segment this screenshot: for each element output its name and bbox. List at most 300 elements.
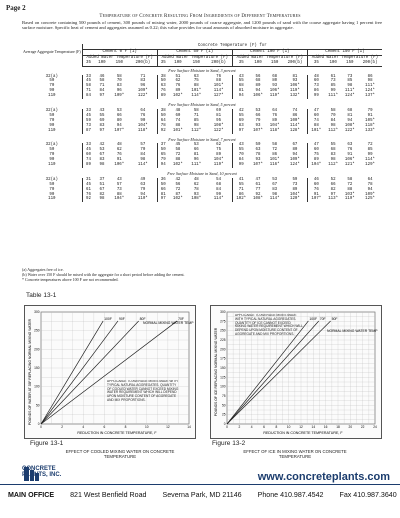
water-temp-header: 200(b) xyxy=(283,61,307,66)
concrete-temp-cell: 94 xyxy=(347,118,353,123)
concrete-temp-cell: 116* xyxy=(269,163,280,168)
concrete-temp-cell: 104* xyxy=(114,197,125,202)
concrete-temp-cell: 56 xyxy=(175,182,181,187)
y-tick-label: 0 xyxy=(223,422,226,426)
concrete-temp-cell: 76 xyxy=(86,192,91,197)
table-notes xyxy=(22,268,382,283)
y-tick-label: 250 xyxy=(34,328,40,333)
concrete-temp-cell: 83 xyxy=(330,153,336,158)
y-tick-label: 250 xyxy=(220,328,226,333)
concrete-temp-cell: 53 xyxy=(193,143,199,148)
y-tick-label: 225 xyxy=(220,338,226,342)
y-tick-label: 125 xyxy=(220,375,226,380)
y-tick-label: 200 xyxy=(34,347,40,352)
concrete-temp-cell: 102* xyxy=(236,197,247,202)
concrete-temp-cell: 88 xyxy=(116,192,122,197)
concrete-temp-cell: 106* xyxy=(344,158,355,163)
concrete-temp-cell: 94 xyxy=(238,94,244,99)
aggregate-temp-cell: 50 xyxy=(22,183,82,188)
concrete-temp-cell: 110* xyxy=(129,197,157,202)
y-tick-label: 300 xyxy=(220,310,226,314)
concrete-temp-cell: 48 xyxy=(313,74,319,79)
added-water-header: Added Water Temperature (F) xyxy=(311,55,379,60)
concrete-temp-cell: 88 xyxy=(347,187,353,192)
curve-label: 80F xyxy=(139,316,146,321)
concrete-temp-cell: 93 xyxy=(272,84,278,89)
cement-temp-header: Cement 50 F (1) xyxy=(157,49,232,55)
aggregate-temp-cell: 90 xyxy=(22,89,82,94)
concrete-temp-cell: 114* xyxy=(205,89,232,94)
concrete-temp-cell: 62 xyxy=(175,79,181,84)
concrete-temp-cell: 85 xyxy=(367,148,373,153)
concrete-temp-cell: 47 xyxy=(313,108,319,113)
x-tick-label: 0 xyxy=(40,425,42,429)
concrete-temp-cell: 87 xyxy=(86,128,91,133)
concrete-temp-cell: 98 xyxy=(99,163,105,168)
concrete-temp-cell: 71 xyxy=(129,75,157,80)
concrete-temp-cell: 79 xyxy=(367,108,373,113)
concrete-temp-cell: 41 xyxy=(238,177,244,182)
concrete-temp-cell: 101* xyxy=(269,158,280,163)
added-water-header: Added Water Temperature (F) xyxy=(82,55,157,60)
section-title: Free Surface Moisture in Sand, 10 percent xyxy=(167,170,237,176)
concrete-temp-cell: 94 xyxy=(160,163,166,168)
concrete-temp-cell: 106* xyxy=(269,89,280,94)
concrete-temp-cell: 71 xyxy=(86,89,91,94)
concrete-temp-cell: 85 xyxy=(193,118,199,123)
concrete-temp-cell: 57 xyxy=(116,182,122,187)
concrete-temp-cell: 66 xyxy=(160,187,166,192)
concrete-temp-cell: 88 xyxy=(205,79,232,84)
concrete-temp-cell: 45 xyxy=(86,113,91,118)
concrete-temp-cell: 67 xyxy=(99,187,105,192)
y-tick-label: 100 xyxy=(34,384,40,389)
concrete-temp-cell: 31 xyxy=(86,177,91,182)
concrete-temp-cell: 47 xyxy=(313,143,319,148)
aggregate-temp-cell: 50 xyxy=(22,79,82,84)
concrete-temp-cell: 76 xyxy=(129,114,157,119)
concrete-temp-cell: 104* xyxy=(283,193,307,198)
concrete-temp-cell: 78 xyxy=(160,123,166,128)
note-b: (b) Water over 150 F should be mixed with the aggregate for a short period before adding the cement. xyxy=(22,271,185,277)
concrete-temp-cell: 89 xyxy=(175,89,181,94)
concrete-temp-cell: 73 xyxy=(330,79,336,84)
concrete-temp-cell: 83 xyxy=(99,158,105,163)
concrete-temp-cell: 73 xyxy=(347,74,353,79)
concrete-temp-cell: 72 xyxy=(175,153,181,158)
concrete-temp-cell: 114* xyxy=(191,94,202,99)
concrete-temp-cell: 108* xyxy=(191,197,202,202)
concrete-temp-cell: 91 xyxy=(313,192,319,197)
concrete-temp-cell: 66 xyxy=(255,113,261,118)
city: Severna Park, MD 21146 xyxy=(162,491,242,499)
aggregate-temp-cell: 110 xyxy=(22,94,82,99)
x-tick-label: 4 xyxy=(250,425,253,429)
concrete-temp-cell: 81 xyxy=(160,192,166,197)
concrete-temp-cell: 60 xyxy=(86,153,91,158)
concrete-temp-cell: 124* xyxy=(365,89,375,94)
concrete-temp-cell: 76 xyxy=(313,187,319,192)
concrete-temp-cell: 98 xyxy=(129,158,157,163)
curve-label: 100F xyxy=(104,316,112,321)
x-tick-label: 2 xyxy=(61,425,64,429)
concrete-temp-cell: 108* xyxy=(344,123,355,128)
y-tick-label: 200 xyxy=(220,347,226,352)
curve-label: 100F xyxy=(309,316,318,321)
concrete-temp-cell: 78 xyxy=(255,153,261,158)
concrete-temp-cell: 89 xyxy=(86,163,91,168)
concrete-temp-cell: 62 xyxy=(205,143,232,148)
x-tick-label: 4 xyxy=(82,425,85,429)
concrete-temp-cell: 107* xyxy=(253,128,263,133)
concrete-temp-cell: 37 xyxy=(160,143,166,148)
concrete-temp-cell: 114* xyxy=(269,197,280,202)
y-tick-label: 25 xyxy=(221,412,226,417)
concrete-temp-cell: 76 xyxy=(272,113,278,118)
concrete-temp-cell: 122* xyxy=(344,128,355,133)
aggregate-temp-cell: 70 xyxy=(22,119,82,124)
concrete-temp-cell: 105* xyxy=(365,118,375,123)
fig1-ylabel: POUNDS OF WATER AT 35F REPLACING NORMAL MIXING WATER xyxy=(28,318,32,426)
aggregate-temp-cell: 70 xyxy=(22,188,82,193)
concrete-temp-cell: 60 xyxy=(313,79,319,84)
concrete-temp-cell: 133* xyxy=(365,128,375,133)
concrete-temp-cell: 61 xyxy=(86,187,91,192)
water-temp-header: 150 xyxy=(187,61,205,66)
concrete-temp-cell: 119* xyxy=(269,94,280,99)
address: 821 West Benfield Road xyxy=(70,491,147,499)
x-tick-label: 10 xyxy=(144,425,149,429)
concrete-temp-cell: 65 xyxy=(160,153,166,158)
concrete-temp-cell: 81 xyxy=(283,75,307,80)
concrete-temp-cell: 98 xyxy=(367,79,373,84)
company-logo-text xyxy=(22,466,61,478)
concrete-temp-cell: 70 xyxy=(330,113,336,118)
concrete-temp-cell: 93 xyxy=(193,192,199,197)
concrete-temp-cell: 109* xyxy=(365,192,375,197)
fax: Fax 410.987.3640 xyxy=(339,491,397,499)
concrete-temp-cell: 97 xyxy=(238,128,244,133)
section-title: Free Surface Moisture in Sand, 3 percent xyxy=(168,67,236,73)
concrete-temp-cell: 78 xyxy=(193,187,199,192)
added-water-header: Added Water Temperature (F) xyxy=(232,55,307,60)
concrete-temp-cell: 114* xyxy=(365,158,375,163)
concrete-temp-cell: 99 xyxy=(205,193,232,198)
water-temp-header: 150 xyxy=(110,61,129,66)
concrete-temp-cell: 81 xyxy=(205,114,232,119)
concrete-temp-cell: 81 xyxy=(347,113,353,118)
concrete-temp-cell: 89 xyxy=(283,188,307,193)
concrete-temp-cell: 96 xyxy=(129,84,157,89)
concrete-temp-cell: 111* xyxy=(365,84,375,89)
x-tick-label: 22 xyxy=(360,425,365,429)
aggregate-temp-cell: 90 xyxy=(22,158,82,163)
concrete-temp-cell: 85 xyxy=(347,79,353,84)
fig2-note: APPLICABLE TO AVERAGE MIXES MADE WITH TYPICAL NATURAL AGGREGATES. QUANTITY OF ICE CANNOT EXCEED MIXING WATER REQUIREMENT WHICH WILL DEPEND UPON MOISTURE CONTENT OF AGGREGATE AND MIX PROPORTIONS. xyxy=(235,314,303,336)
concrete-temp-cell: 91 xyxy=(367,113,373,118)
concrete-temp-cell: 50 xyxy=(160,113,166,118)
concrete-temp-cell: 53 xyxy=(99,148,105,153)
concrete-temp-cell: 75 xyxy=(205,148,232,153)
concrete-temp-cell: 84 xyxy=(129,153,157,158)
water-temp-header: 35 xyxy=(82,61,94,66)
concrete-temp-cell: 99 xyxy=(330,89,336,94)
concrete-temp-cell: 67 xyxy=(283,143,307,148)
concrete-temp-cell: 98 xyxy=(330,158,336,163)
concrete-temp-cell: 79 xyxy=(129,188,157,193)
concrete-temp-cell: 88 xyxy=(313,123,319,128)
concrete-temp-cell: 58 xyxy=(86,84,91,89)
y-tick-label: 175 xyxy=(220,356,226,361)
concrete-temp-cell: 76 xyxy=(205,75,232,80)
curve-label: 90F xyxy=(118,316,125,321)
concrete-temp-cell: 72 xyxy=(175,187,181,192)
concrete-temp-cell: 112* xyxy=(328,163,339,168)
concrete-temp-cell: 68 xyxy=(272,74,278,79)
concrete-temp-cell: 33 xyxy=(86,108,91,113)
concrete-temp-cell: 109* xyxy=(283,158,307,163)
concrete-temp-cell: 42 xyxy=(99,143,105,148)
concrete-temp-cell: 68 xyxy=(255,79,261,84)
y-tick-label: 100 xyxy=(220,384,226,389)
concrete-temp-cell: 94 xyxy=(283,153,307,158)
concrete-temp-cell: 68 xyxy=(238,84,244,89)
x-tick-label: 10 xyxy=(286,425,291,429)
concrete-temp-cell: 72 xyxy=(347,182,353,187)
concrete-temp-cell: 80 xyxy=(116,118,122,123)
concrete-temp-cell: 93 xyxy=(255,158,261,163)
concrete-temp-cell: 127* xyxy=(205,94,232,99)
concrete-temp-cell: 72 xyxy=(367,143,373,148)
concrete-temp-cell: 86 xyxy=(313,89,319,94)
concrete-temp-cell: 69 xyxy=(238,118,244,123)
intro-paragraph: Based on concrete containing 500 pounds of cement, 300 pounds of mixing water, 2000 pounds of coarse aggregate, and 1200 pounds of sand with the coarse aggregate having 1 percent free surface moisture. Specific heat of cement and aggregates assumed as 0.22; this value provides for usual amounts of absorbed moisture in aggregate. xyxy=(22,20,382,31)
concrete-temp-cell: 48 xyxy=(175,108,181,113)
concrete-temp-cell: 112* xyxy=(328,128,339,133)
concrete-temp-cell: 84 xyxy=(86,94,91,99)
concrete-temp-cell: 38 xyxy=(160,108,166,113)
concrete-temp-cell: 70 xyxy=(129,148,157,153)
concrete-temp-cell: 83 xyxy=(272,187,278,192)
water-temp-header: 100 xyxy=(169,61,187,66)
water-temp-header: 35 xyxy=(232,61,249,66)
concrete-temp-cell: 81 xyxy=(193,153,199,158)
water-temp-header: 200(b) xyxy=(358,61,382,66)
concrete-temp-cell: 51 xyxy=(99,182,105,187)
note-star: * Concrete temperatures above 100 F are not recommended. xyxy=(22,276,119,282)
concrete-temp-cell: 42 xyxy=(175,177,181,182)
concrete-temp-cell: 60 xyxy=(175,113,181,118)
aggregate-temp-cell: 50 xyxy=(22,148,82,153)
temperature-table xyxy=(22,44,382,204)
concrete-temp-cell: 49 xyxy=(129,178,157,183)
concrete-temp-cell: 63 xyxy=(129,183,157,188)
concrete-temp-cell: 58 xyxy=(116,74,122,79)
concrete-temp-cell: 111* xyxy=(191,163,202,168)
concrete-temp-cell: 53 xyxy=(255,108,261,113)
concrete-temp-cell: 63 xyxy=(160,84,166,89)
aggregate-temp-cell: 110 xyxy=(22,129,82,134)
concrete-temp-cell: 83 xyxy=(99,123,105,128)
x-tick-label: 12 xyxy=(166,425,170,429)
logo-line-1: CONCRETE xyxy=(22,466,56,472)
aggregate-temp-cell: 32(a) xyxy=(22,75,82,80)
concrete-temp-cell: 109* xyxy=(114,94,125,99)
aggregate-temp-cell: 90 xyxy=(22,193,82,198)
concrete-temp-cell: 104* xyxy=(205,158,232,163)
x-tick-label: 20 xyxy=(348,425,353,429)
concrete-temp-cell: 104* xyxy=(129,124,157,129)
concrete-temp-cell: 96 xyxy=(193,158,199,163)
concrete-temp-cell: 119* xyxy=(344,197,355,202)
x-tick-label: 12 xyxy=(299,425,303,429)
column-group-header: Concrete Temperature (F) for xyxy=(82,44,382,49)
figure-13-2-chart xyxy=(210,305,382,439)
concrete-temp-cell: 102* xyxy=(173,163,183,168)
concrete-temp-cell: 61 xyxy=(330,74,336,79)
aggregate-temp-cell: 70 xyxy=(22,153,82,158)
concrete-temp-cell: 83 xyxy=(116,84,122,89)
concrete-temp-cell: 67 xyxy=(99,153,105,158)
concrete-temp-cell: 63 xyxy=(347,143,353,148)
fig2-xlabel: REDUCTION IN CONCRETE TEMPERATURE, F xyxy=(263,431,343,435)
concrete-temp-cell: 52 xyxy=(330,177,336,182)
concrete-temp-cell: 64 xyxy=(272,108,278,113)
page-label: Page 2 xyxy=(6,4,26,12)
concrete-temp-cell: 75 xyxy=(313,153,319,158)
concrete-temp-cell: 64 xyxy=(367,177,373,182)
fig2-legend: NORMAL MIXING WATER TEMP xyxy=(327,329,378,333)
concrete-temp-cell: 107* xyxy=(253,163,263,168)
concrete-temp-cell: 80 xyxy=(255,84,261,89)
y-tick-label: 300 xyxy=(34,310,40,314)
concrete-temp-cell: 113* xyxy=(328,197,339,202)
figure-13-1-title: EFFECT OF COOLED MIXING WATER ON CONCRETE TEMPERATURE xyxy=(65,449,175,459)
office-label: MAIN OFFICE xyxy=(8,491,55,499)
x-tick-label: 6 xyxy=(103,425,106,429)
logo-line-2: PLANTS, INC. xyxy=(22,472,62,478)
concrete-temp-cell: 60 xyxy=(313,113,319,118)
concrete-temp-cell: 114* xyxy=(205,197,232,202)
concrete-temp-cell: 73 xyxy=(313,84,319,89)
concrete-temp-cell: 50 xyxy=(160,148,166,153)
concrete-temp-cell: 87 xyxy=(175,192,181,197)
water-temp-header: 100 xyxy=(250,61,267,66)
concrete-temp-cell: 43 xyxy=(116,177,122,182)
concrete-temp-cell: 94 xyxy=(129,193,157,198)
concrete-temp-cell: 71 xyxy=(99,84,105,89)
concrete-temp-cell: 103* xyxy=(344,192,355,197)
concrete-temp-cell: 86 xyxy=(238,192,244,197)
water-temp-header: 35 xyxy=(157,61,169,66)
concrete-temp-cell: 114* xyxy=(129,163,157,168)
concrete-temp-cell: 66 xyxy=(330,182,336,187)
concrete-temp-cell: 48 xyxy=(116,143,122,148)
footer-contact xyxy=(0,491,400,499)
x-tick-label: 2 xyxy=(238,425,241,429)
concrete-temp-cell: 86 xyxy=(367,74,373,79)
concrete-temp-cell: 97 xyxy=(99,128,105,133)
concrete-temp-cell: 45 xyxy=(86,182,91,187)
concrete-temp-cell: 102* xyxy=(173,94,183,99)
concrete-temp-cell: 98 xyxy=(272,192,278,197)
concrete-temp-cell: 73 xyxy=(86,123,91,128)
water-temp-header: 200(b) xyxy=(129,61,157,66)
concrete-temp-cell: 111* xyxy=(328,94,339,99)
concrete-temp-cell: 43 xyxy=(238,74,244,79)
concrete-temp-cell: 98 xyxy=(347,84,353,89)
concrete-temp-cell: 80 xyxy=(283,148,307,153)
column-header-aggregate: Average Aggregate Temperature (F) xyxy=(22,44,82,61)
concrete-temp-cell: 102* xyxy=(173,197,183,202)
concrete-temp-cell: 98 xyxy=(193,123,199,128)
y-tick-label: 150 xyxy=(220,366,226,370)
concrete-temp-cell: 97 xyxy=(330,192,336,197)
concrete-temp-cell: 108* xyxy=(253,197,263,202)
concrete-temp-cell: 73 xyxy=(116,187,122,192)
concrete-temp-cell: 46 xyxy=(99,74,105,79)
phone[interactable]: Phone 410.987.4542 xyxy=(257,491,324,499)
concrete-temp-cell: 66 xyxy=(116,113,122,118)
concrete-temp-cell: 74 xyxy=(86,158,91,163)
concrete-temp-cell: 58 xyxy=(272,143,278,148)
concrete-temp-cell: 55 xyxy=(238,182,244,187)
concrete-temp-cell: 51 xyxy=(175,74,181,79)
concrete-temp-cell: 81 xyxy=(238,89,244,94)
concrete-temp-cell: 76 xyxy=(175,84,181,89)
concrete-temp-cell: 118* xyxy=(365,123,375,128)
concrete-temp-cell: 57 xyxy=(129,143,157,148)
concrete-temp-cell: 84 xyxy=(238,158,244,163)
water-temp-header: 200(b) xyxy=(205,61,232,66)
concrete-temp-cell: 62 xyxy=(193,182,199,187)
concrete-temp-cell: 109* xyxy=(129,89,157,94)
concrete-temp-cell: 73 xyxy=(283,183,307,188)
concrete-temp-cell: 118* xyxy=(129,129,157,134)
concrete-temp-cell: 128* xyxy=(283,129,307,134)
concrete-temp-cell: 118* xyxy=(269,128,280,133)
concrete-temp-cell: 83 xyxy=(238,123,244,128)
concrete-temp-cell: 89 xyxy=(205,153,232,158)
concrete-temp-cell: 53 xyxy=(272,177,278,182)
concrete-temp-cell: 68 xyxy=(330,148,336,153)
concrete-temp-cell: 121* xyxy=(344,163,355,168)
concrete-temp-cell: 88 xyxy=(193,84,199,89)
concrete-temp-cell: 101* xyxy=(191,89,202,94)
concrete-temp-cell: 97 xyxy=(160,197,166,202)
website-link[interactable]: www.concreteplants.com xyxy=(257,471,390,483)
concrete-temp-cell: 91 xyxy=(347,153,353,158)
y-tick-label: 275 xyxy=(220,319,226,324)
concrete-temp-cell: 59 xyxy=(283,178,307,183)
concrete-temp-cell: 94 xyxy=(255,89,261,94)
cement-temp-header: Cement 100 F (1) xyxy=(232,49,307,55)
concrete-temp-cell: 58 xyxy=(347,177,353,182)
concrete-temp-cell: 48 xyxy=(193,177,199,182)
x-tick-label: 14 xyxy=(187,425,191,429)
fig1-xlabel: REDUCTION IN CONCRETE TEMPERATURE, F xyxy=(77,431,157,435)
concrete-temp-cell: 84 xyxy=(99,89,105,94)
concrete-temp-cell: 88 xyxy=(175,158,181,163)
concrete-temp-cell: 46 xyxy=(313,177,319,182)
concrete-temp-cell: 100* xyxy=(283,119,307,124)
concrete-temp-cell: 124* xyxy=(344,94,355,99)
x-tick-label: 6 xyxy=(263,425,265,429)
aggregate-temp-cell: 110 xyxy=(22,163,82,168)
concrete-temp-cell: 86 xyxy=(272,153,278,158)
concrete-temp-cell: 88 xyxy=(175,123,181,128)
figure-13-2-title: EFFECT OF ICE IN MIXING WATER ON CONCRETE TEMPERATURE xyxy=(243,449,347,459)
